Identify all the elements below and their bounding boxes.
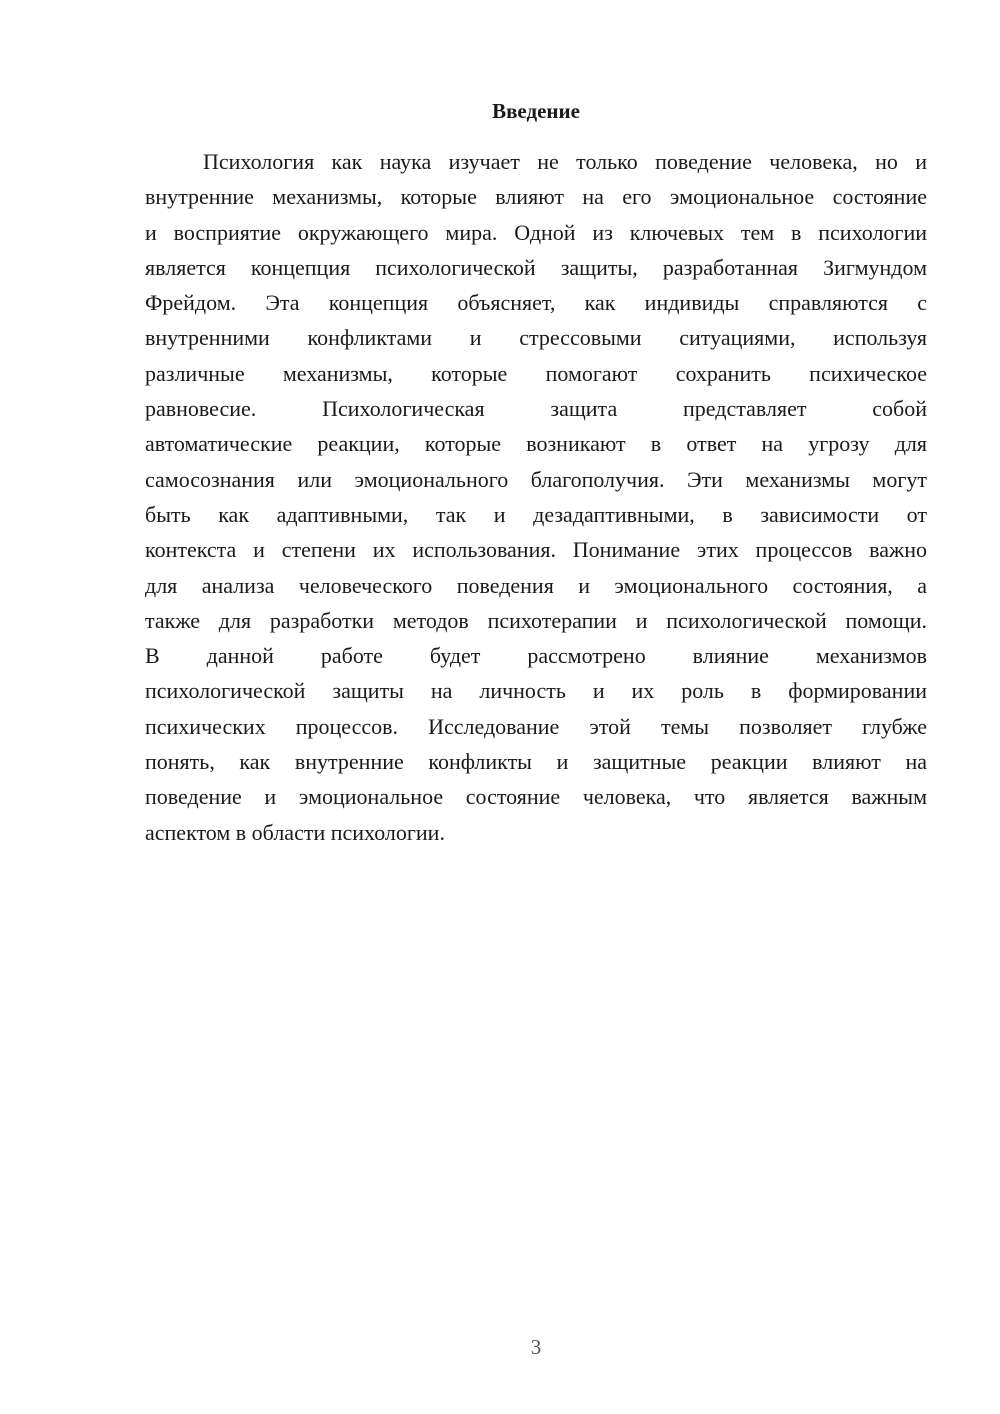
paragraph-line: различные механизмы, которые помогают сохранить психическое — [145, 360, 927, 386]
paragraph-line: внутренние механизмы, которые влияют на его эмоциональное состояние — [145, 184, 927, 210]
paragraph — [145, 144, 927, 850]
paragraph-line: понять, как внутренние конфликты и защитные реакции влияют на — [145, 749, 927, 775]
paragraph-line: для анализа человеческого поведения и эмоционального состояния, а — [145, 572, 927, 598]
paragraph-line: является концепция психологической защиты, разработанная Зигмундом — [145, 254, 927, 280]
paragraph-line: контекста и степени их использования. Понимание этих процессов важно — [145, 537, 927, 563]
paragraph-line: равновесие. Психологическая защита представляет собой — [145, 396, 927, 422]
paragraph-line: психологической защиты на личность и их роль в формировании — [145, 678, 927, 704]
paragraph-line: В данной работе будет рассмотрено влияние механизмов — [145, 643, 927, 669]
paragraph-line: психических процессов. Исследование этой темы позволяет глубже — [145, 713, 927, 739]
paragraph-line: внутренними конфликтами и стрессовыми ситуациями, используя — [145, 325, 927, 351]
paragraph-line: также для разработки методов психотерапии и психологической помощи. — [145, 607, 927, 633]
paragraph-line: аспектом в области психологии. — [145, 819, 445, 845]
page-number: 3 — [530, 1335, 542, 1359]
paragraph-line: и восприятие окружающего мира. Одной из ключевых тем в психологии — [145, 219, 927, 245]
paragraph-line: автоматические реакции, которые возникают в ответ на угрозу для — [145, 431, 927, 457]
paragraph-line: Психология как наука изучает не только поведение человека, но и — [203, 149, 927, 174]
page-title: Введение — [492, 99, 580, 123]
paragraph-line: быть как адаптивными, так и дезадаптивными, в зависимости от — [145, 501, 927, 527]
paragraph-line: Фрейдом. Эта концепция объясняет, как индивиды справляются с — [145, 290, 927, 316]
paragraph-line: самосознания или эмоционального благополучия. Эти механизмы могут — [145, 466, 927, 492]
paragraph-line: поведение и эмоциональное состояние человека, что является важным — [145, 784, 927, 810]
